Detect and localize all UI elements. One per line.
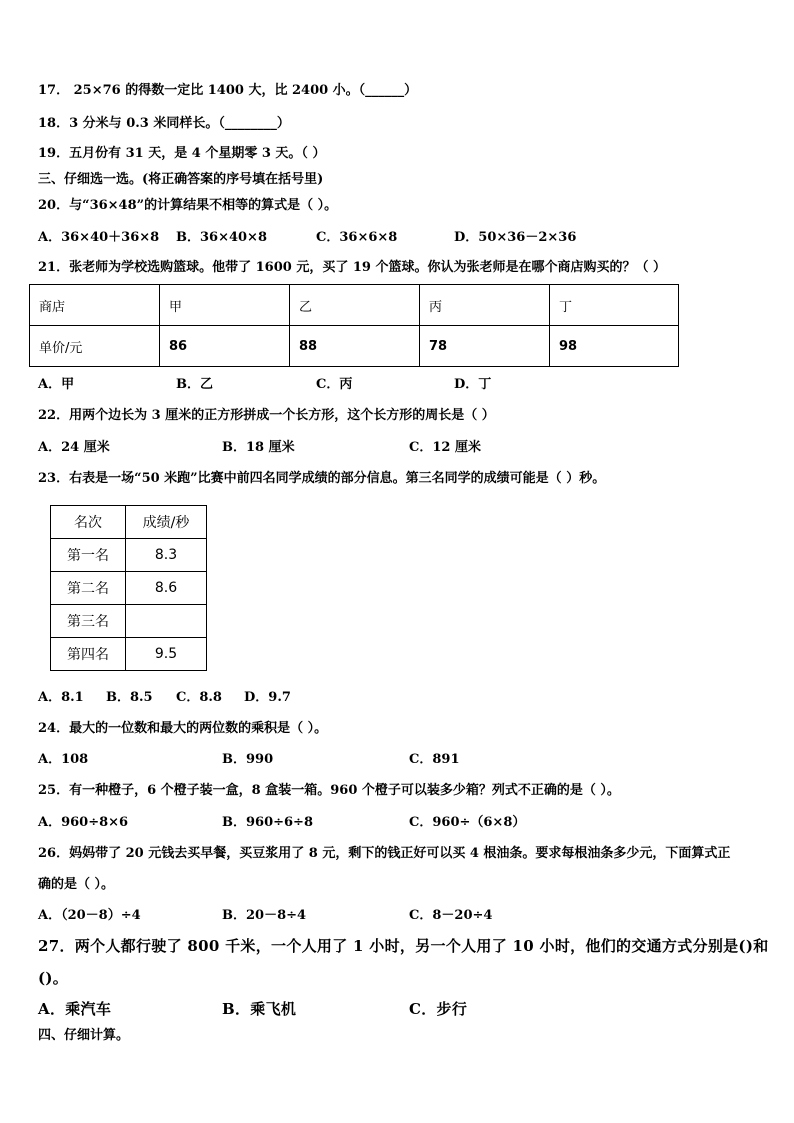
q26-option-c: C．8－20÷4 [409,908,493,923]
table-cell: 甲 [160,285,290,326]
q17-line: 17． 25×76 的得数一定比 1400 大，比 2400 小。（______） [38,83,418,98]
table-cell: 第四名 [51,638,126,671]
q27-stem-line1: 27．两个人都行驶了 800 千米，一个人用了 1 小时，另一个人用了 10 小时，他们的交通方式分别是()和 [38,937,769,955]
q18-line: 18．3 分米与 0.3 米同样长。（________） [38,116,290,131]
q23-results-table [50,505,207,671]
table-cell: 78 [420,326,550,367]
q20-option-a: A．36×40＋36×8 [38,230,160,245]
q24-option-b: B．990 [222,752,274,767]
q23-option-a: A．8.1 [38,690,84,705]
q20-option-b: B．36×40×8 [176,230,268,245]
q25-option-a: A．960÷8×6 [38,815,129,830]
q26-stem-line1: 26．妈妈带了 20 元钱去买早餐，买豆浆用了 8 元，剩下的钱正好可以买 4 根油条。要求每根油条多少元，下面算式正 [38,846,731,861]
q19-line: 19．五月份有 31 天，是 4 个星期零 3 天。（ ） [38,146,326,161]
table-cell: 商店 [30,285,160,326]
q21-option-d: D．丁 [454,377,492,392]
table-cell [126,605,207,638]
table-cell: 第二名 [51,572,126,605]
q23-option-d: D．9.7 [244,690,291,705]
q23-stem: 23．右表是一场“50 米跑”比赛中前四名同学成绩的部分信息。第三名同学的成绩可能是（ ）秒。 [38,471,606,486]
q21-option-b: B．乙 [176,377,213,392]
table-cell: 8.3 [126,539,207,572]
q25-option-b: B．960÷6÷8 [222,815,314,830]
table-cell: 丁 [550,285,679,326]
q25-option-c: C．960÷（6×8） [409,815,526,830]
section-3-heading: 三、仔细选一选。(将正确答案的序号填在括号里) [38,172,324,187]
q20-option-d: D．50×36－2×36 [454,230,577,245]
q26-stem-line2: 确的是（ ）。 [38,877,115,892]
q24-stem: 24．最大的一位数和最大的两位数的乘积是（ ）。 [38,721,328,736]
q25-stem: 25．有一种橙子，6 个橙子装一盒，8 盒装一箱。960 个橙子可以装多少箱？列式不正确的是（ ）。 [38,783,620,798]
q21-stem: 21．张老师为学校选购篮球。他带了 1600 元，买了 19 个篮球。你认为张老师是在哪个商店购买的？（ ） [38,260,666,275]
q23-option-c: C．8.8 [176,690,222,705]
q27-option-a: A．乘汽车 [38,1000,112,1018]
table-cell: 名次 [51,506,126,539]
table-cell: 乙 [290,285,420,326]
table-cell: 98 [550,326,679,367]
q21-price-table [29,284,679,367]
q21-option-a: A．甲 [38,377,75,392]
table-cell: 丙 [420,285,550,326]
q23-option-b: B．8.5 [106,690,153,705]
q22-option-a: A．24 厘米 [38,440,110,455]
q20-option-c: C．36×6×8 [316,230,398,245]
table-cell: 第一名 [51,539,126,572]
q27-option-b: B．乘飞机 [222,1000,297,1018]
q24-option-a: A．108 [38,752,89,767]
table-cell: 第三名 [51,605,126,638]
q26-option-b: B．20－8÷4 [222,908,307,923]
q26-option-a: A．（20－8）÷4 [38,908,141,923]
q24-option-c: C．891 [409,752,460,767]
section-4-heading: 四、仔细计算。 [38,1028,130,1043]
table-cell: 成绩/秒 [126,506,207,539]
q21-option-c: C．丙 [316,377,353,392]
table-cell: 单价/元 [30,326,160,367]
table-cell: 88 [290,326,420,367]
q22-stem: 22．用两个边长为 3 厘米的正方形拼成一个长方形，这个长方形的周长是（ ） [38,408,495,423]
q27-stem-line2: ()。 [38,969,69,987]
table-cell: 86 [160,326,290,367]
q20-stem: 20．与“36×48”的计算结果不相等的算式是（ ）。 [38,198,338,213]
q27-option-c: C．步行 [409,1000,468,1018]
table-cell: 8.6 [126,572,207,605]
q22-option-c: C．12 厘米 [409,440,481,455]
table-cell: 9.5 [126,638,207,671]
q22-option-b: B．18 厘米 [222,440,295,455]
